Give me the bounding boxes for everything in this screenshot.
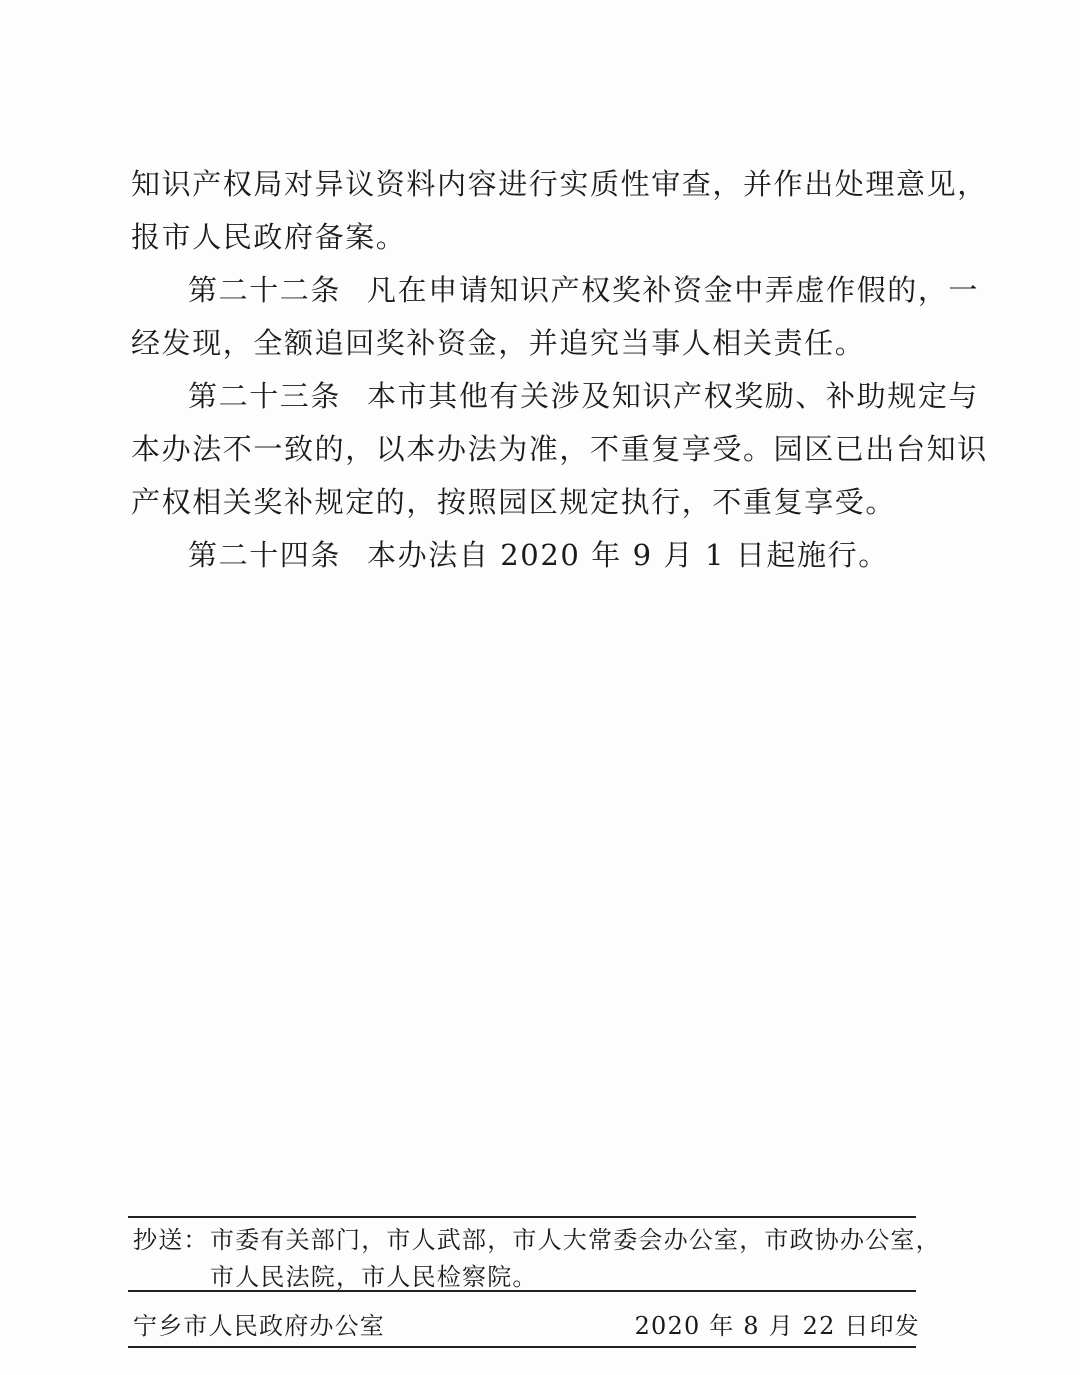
article-23-line-3: 产权相关奖补规定的，按照园区规定执行，不重复享受。 (131, 485, 897, 519)
article-24-line-1 (188, 536, 889, 574)
issuing-office: 宁乡市人民政府办公室 (133, 1312, 385, 1340)
article-22-line-1 (188, 271, 979, 309)
article-22-line-2: 经发现，全额追回奖补资金，并追究当事人相关责任。 (131, 326, 866, 360)
body-line-1: 知识产权局对异议资料内容进行实质性审查，并作出处理意见， (131, 167, 988, 201)
footer-bottom-rule (128, 1346, 916, 1348)
footer-top-rule (128, 1216, 916, 1218)
issue-date: 2020 年 8 月 22 日印发 (634, 1312, 920, 1340)
article-23-text-1: 本市其他有关涉及知识产权奖励、补助规定与 (367, 379, 980, 413)
article-23-line-2: 本办法不一致的，以本办法为准，不重复享受。园区已出台知识 (131, 432, 988, 466)
article-24-text-1: 本办法自 2020 年 9 月 1 日起施行。 (367, 538, 889, 572)
cc-label: 抄送： (133, 1226, 209, 1254)
article-22-heading: 第二十二条 (188, 273, 342, 307)
cc-recipients-line-1: 市委有关部门，市人武部，市人大常委会办公室，市政协办公室， (210, 1226, 941, 1254)
article-22-text-1: 凡在申请知识产权奖补资金中弄虚作假的，一 (367, 273, 980, 307)
footer-middle-rule (128, 1290, 916, 1292)
body-line-2: 报市人民政府备案。 (131, 220, 407, 254)
article-23-line-1 (188, 377, 979, 415)
article-24-heading: 第二十四条 (188, 538, 342, 572)
cc-recipients-line-2: 市人民法院，市人民检察院。 (210, 1263, 538, 1291)
article-23-heading: 第二十三条 (188, 379, 342, 413)
